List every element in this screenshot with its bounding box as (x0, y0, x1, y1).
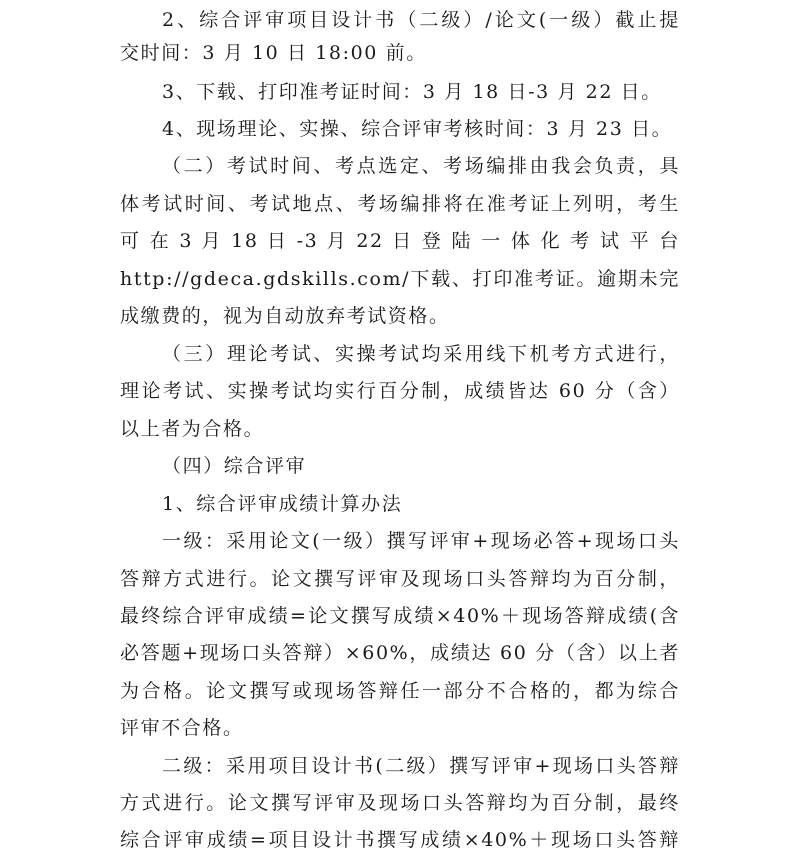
text-line: 交时间：3 月 10 日 18:00 前。 (120, 42, 427, 64)
text-line: （二）考试时间、考点选定、考场编排由我会负责，具 (162, 155, 680, 177)
text-line: 评审不合格。 (120, 717, 244, 739)
text-line: 体考试时间、考试地点、考场编排将在准考证上列明，考生 (120, 193, 680, 215)
text-line: 为合格。论文撰写或现场答辩任一部分不合格的，都为综合 (120, 680, 680, 702)
text-line: 4、现场理论、实操、综合评审考核时间：3 月 23 日。 (162, 118, 673, 140)
text-line: 可 在 3 月 18 日 -3 月 22 日 登 陆 一 体 化 考 试 平 台 (120, 230, 680, 252)
section-heading: （四）综合评审 (162, 455, 307, 477)
text-line: 综合评审成绩=项目设计书撰写成绩×40%＋现场口头答辩 (120, 829, 680, 851)
text-line: 成缴费的，视为自动放弃考试资格。 (120, 305, 450, 327)
text-line: 3、下载、打印准考证时间：3 月 18 日-3 月 22 日。 (162, 81, 662, 103)
text-line: 最终综合评审成绩=论文撰写成绩×40%＋现场答辩成绩(含 (120, 605, 680, 627)
text-line: 理论考试、实操考试均实行百分制，成绩皆达 60 分（含） (120, 380, 680, 402)
text-line: 必答题+现场口头答辩）×60%，成绩达 60 分（含）以上者 (120, 642, 680, 664)
subsection-heading: 1、综合评审成绩计算办法 (162, 493, 403, 515)
text-line: 以上者为合格。 (120, 418, 265, 440)
text-line: 一级：采用论文(一级）撰写评审+现场必答+现场口头 (162, 530, 680, 552)
text-line: http://gdeca.gdskills.com/下载、打印准考证。逾期未完 (120, 268, 680, 290)
text-line: （三）理论考试、实操考试均采用线下机考方式进行， (162, 343, 680, 365)
text-line: 二级：采用项目设计书(二级）撰写评审+现场口头答辩 (162, 755, 680, 777)
text-line: 2、综合评审项目设计书（二级）/论文(一级）截止提 (162, 9, 680, 31)
text-line: 答辩方式进行。论文撰写评审及现场口头答辩均为百分制， (120, 568, 680, 590)
text-line: 方式进行。论文撰写评审及现场口头答辩均为百分制，最终 (120, 792, 680, 814)
